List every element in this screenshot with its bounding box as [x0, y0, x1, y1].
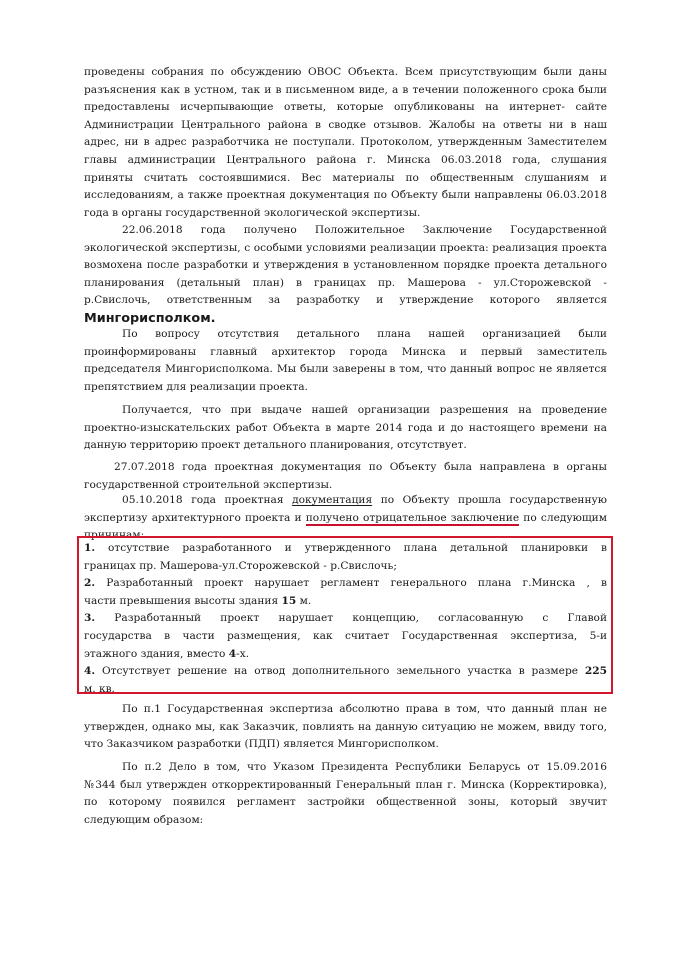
text-line: экологической экспертизы, с особыми условиями реализации проекта: реализация проекта — [84, 241, 607, 254]
reason-1-cont: границах пр. Машерова-ул.Сторожевской - р.Свислочь; — [84, 559, 397, 572]
text-line: исследованиям, а также проектная документация по Объекту были направлены 06.03.2018 — [84, 189, 607, 202]
paragraph-permit — [84, 402, 607, 455]
reason-2-cont: части превышения высоты здания 15 м. — [84, 594, 312, 607]
paragraph-eco-expertise — [84, 222, 607, 328]
text-line: р.Свислочь, ответственным за разработку и утверждение которого является — [84, 294, 607, 307]
text-line: что Заказчиком разработки (ПДП) является Мингорисполком. — [84, 738, 439, 751]
text-line: разъяснения как в устном, так и в письменном виде, а в течении положенного срока были — [84, 83, 607, 96]
text-line: По вопросу отсутствия детального плана нашей организацией были — [122, 328, 607, 340]
underlined-documentation: документация — [292, 494, 373, 506]
text-line: проведены собрания по обсуждению ОВОС Объекта. Всем присутствующим были даны — [84, 66, 607, 78]
text-line: по которому появился регламент застройки общественной зоны, который звучит — [84, 796, 607, 809]
text-line: возмохена после разработки и утверждения в установленном порядке проекта детального — [84, 259, 607, 272]
paragraph-construction-expertise — [84, 459, 607, 494]
negative-conclusion-highlight: получено отрицательное заключение — [305, 511, 520, 524]
paragraph-point-1 — [84, 701, 607, 754]
reason-4: 4. Отсутствует решение на отвод дополнительного земельного участка в размере 225 — [84, 665, 607, 678]
text-line: причинам: — [84, 529, 145, 542]
reason-4-cont: м. кв. — [84, 682, 115, 695]
reason-3: 3. Разработанный проект нарушает концепцию, согласованную с Главой — [84, 612, 607, 625]
text-line: №344 был утвержден откорректированный Генеральный план г. Минска (Корректировка), — [84, 778, 607, 791]
text-line: государственной строительной экспертизы. — [84, 478, 333, 491]
text-line: препятствием для реализации проекта. — [84, 380, 308, 393]
text-line: данную территорию проект детального планирования, отсутствует. — [84, 439, 467, 452]
text-line: предоставлены исчерпывающие ответы, которые опубликованы на интернет- сайте — [84, 101, 607, 114]
text-line: планирования (детальный план) в границах пр. Машерова - ул.Сторожевской - — [84, 276, 607, 289]
paragraph-hearings — [84, 64, 607, 222]
reason-1: 1. отсутствие разработанного и утвержденного плана детальной планировки в — [84, 542, 607, 554]
text-line: 22.06.2018 года получено Положительное Заключение Государственной — [122, 224, 607, 236]
text-line: адрес, ни в адрес разработчика не поступали. Протоколом, утвержденным Заместителем — [84, 136, 607, 149]
text-line: 27.07.2018 года проектная документация по Объекту была направлена в органы — [114, 461, 607, 473]
text-line: утвержден, однако мы, как Заказчик, повлиять на данную ситуацию не можем, ввиду того, — [84, 720, 607, 733]
text-line: По п.1 Государственная экспертиза абсолютно права в том, что данный план не — [122, 703, 607, 715]
text-line: главы администрации Центрального района г. Минска 06.03.2018 года, слушания — [84, 153, 607, 166]
reason-3-cont2: этажного здания, вместо 4-х. — [84, 647, 250, 660]
text-line: проинформированы главный архитектор города Минска и первый заместитель — [84, 345, 607, 358]
text-line: 05.10.2018 года проектная документация по Объекту прошла государственную — [122, 494, 607, 506]
reason-2: 2. Разработанный проект нарушает регламент генерального плана г.Минска , в — [84, 577, 607, 590]
text-line: года в органы государственной экологической экспертизы. — [84, 206, 421, 219]
text-line: следующим образом: — [84, 813, 204, 826]
text-line: По п.2 Дело в том, что Указом Президента Республики Беларусь от 15.09.2016 — [122, 761, 607, 773]
text-line: проектно-изыскательских работ Объекта в марте 2014 года и до настоящего времени на — [84, 421, 607, 434]
text-line: Получается, что при выдаче нашей организации разрешения на проведение — [122, 404, 607, 416]
reason-3-cont: государства в части размещения, как считает Государственная экспертиза, 5-и — [84, 629, 607, 642]
text-line: Администрации Центрального района в сводке отзывов. Жалобы на ответы ни в наш — [84, 118, 607, 131]
text-line: председателя Мингорисполкома. Мы были заверены в том, что данный вопрос не является — [84, 363, 607, 376]
text-line: экспертизу архитектурного проекта и получено отрицательное заключение по следующим — [84, 511, 607, 524]
mingorispolkom-bold: Мингорисполком. — [84, 310, 216, 326]
paragraph-detailed-plan — [84, 326, 607, 396]
reasons-list — [84, 540, 607, 698]
text-line: приняты считать состоявшимися. Вес материалы по общественным слушаниям и — [84, 171, 607, 184]
paragraph-point-2 — [84, 759, 607, 829]
